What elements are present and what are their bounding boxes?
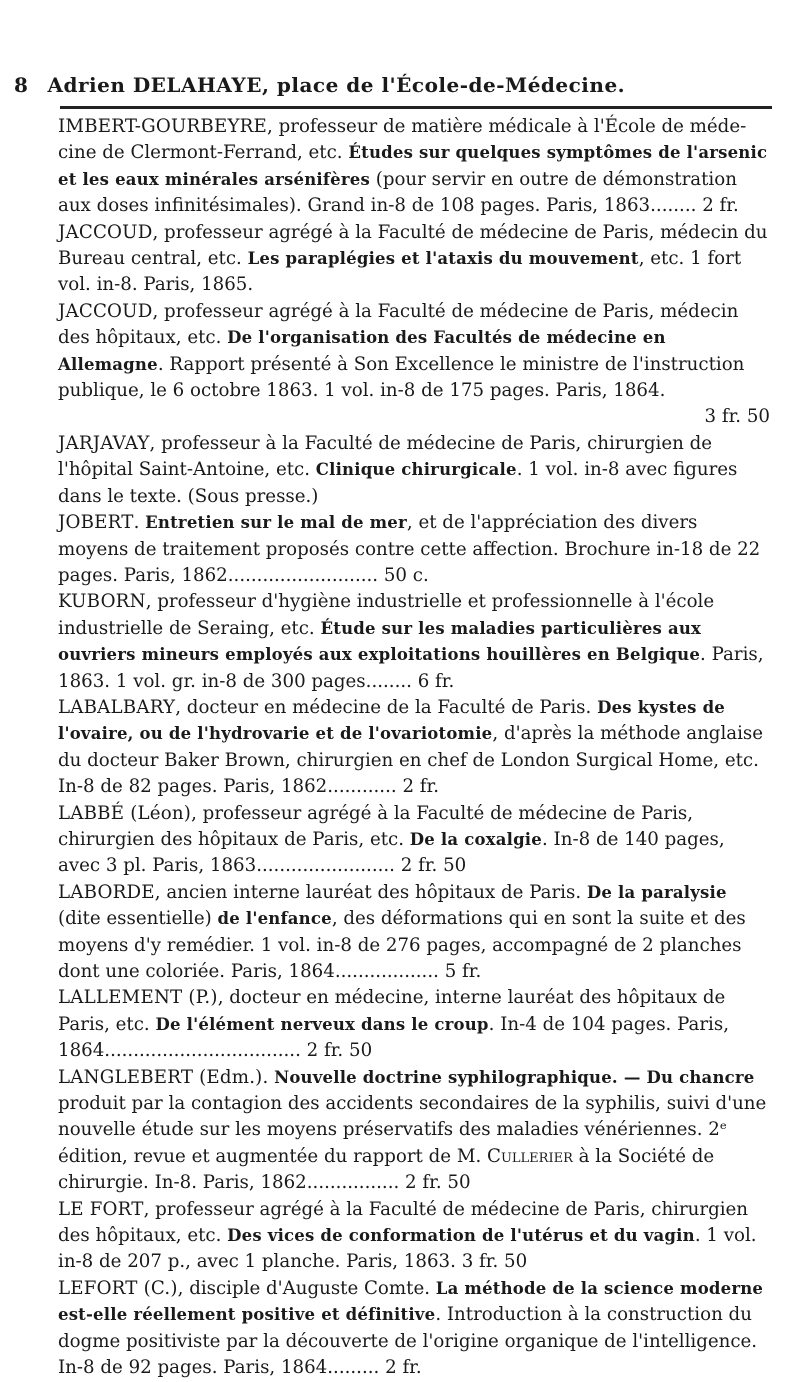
catalogue-entry: JOBERT. Entretien sur le mal de mer, et de l'appréciation des divers moyens de traitement proposés contre cette affection. Brochure in-18 de 22 pages. Paris, 1862.......................... 50 c.: [58, 512, 761, 586]
catalogue-entry: [58, 431, 770, 510]
entry-intro: , disciple d'Auguste Comte.: [177, 1277, 436, 1299]
entry-intro: , ancien interne lauréat des hôpitaux de Paris.: [154, 881, 587, 903]
catalogue-entry: LANGLEBERT (Edm.). Nouvelle doctrine syphilographique. — Du chancre produit par la contagion des accidents secondaires de la syphilis, suivi d'une nouvelle étude sur les moyens préservatifs des maladies vénériennes. 2ᵉ édition, revue et augmentée du rapport de M. Cullerier à la Société de chirurgie. In-8. Paris, 1862................ 2 fr. 50: [58, 1066, 767, 1194]
entry-details-b: à la Société de chirurgie. In-8. Paris, 1862: [58, 1145, 715, 1194]
entry-author: LEFORT (C.): [58, 1277, 178, 1299]
entry-intro: , docteur en médecine, interne lauréat des hôpitaux de Paris, etc.: [58, 987, 726, 1035]
entry-details: , d'après la méthode anglaise du docteur Baker Brown, chirurgien en chef de London Surgical Home, etc. In-8 de 82 pages. Paris, 1862: [58, 723, 764, 798]
entry-details: , des déformations qui en sont la suite et des moyens d'y remédier. 1 vol. in-8 de 276 pages, accompagné de 2 planches dont une coloriée. Paris, 1864: [58, 908, 746, 982]
entry-details: (pour servir en outre de démonstration aux doses infinitésimales). Grand in-8 de 108 pages. Paris, 1863: [58, 168, 737, 217]
entry-author: JARJAVAY: [58, 432, 150, 454]
entry-details: . In-4 de 104 pages. Paris, 1864: [58, 1013, 729, 1062]
catalogue-entry: LABALBARY, docteur en médecine de la Faculté de Paris. Des kystes de l'ovaire, ou de l'hydrovarie et de l'ovariotomie, d'après la méthode anglaise du docteur Baker Brown, chirurgien en chef de London Surgical Home, etc. In-8 de 82 pages. Paris, 1862............ 2 fr.: [58, 696, 764, 798]
catalogue-entry: LALLEMENT (P.), docteur en médecine, interne lauréat des hôpitaux de Paris, etc. De l'élément nerveux dans le croup. In-4 de 104 pages. Paris, 1864.................................. 2 fr. 50: [58, 987, 729, 1062]
entry-author: LANGLEBERT (Edm.): [58, 1066, 263, 1088]
entry-intro: , professeur agrégé à la Faculté de médecine de Paris, chirurgien des hôpitaux, etc.: [58, 1198, 749, 1247]
entry-details: . Rapport présenté à Son Excellence le ministre de l'instruction publique, le 6 octobre 1863. 1 vol. in-8 de 175 pages. Paris, 1864.: [58, 353, 745, 402]
entry-title: De la coxalgie: [409, 829, 542, 849]
entry-intro: , professeur agrégé à la Faculté de médecine de Paris, médecin du Bureau central, etc.: [58, 221, 768, 270]
entry-intro: , professeur à la Faculté de médecine de Paris, chirurgien de l'hôpital Saint-Antoine, etc.: [58, 432, 713, 481]
entry-author: LE FORT: [58, 1198, 144, 1220]
header-rule: [60, 106, 772, 109]
entry-details: , etc. 1 fort vol. in-8. Paris, 1865.: [58, 248, 742, 296]
entry-price: 2 fr.: [385, 1357, 422, 1379]
catalogue-entry: LEFORT (C.), disciple d'Auguste Comte. La méthode de la science moderne est-elle réellement positive et définitive. Introduction à la construction du dogme positiviste par la découverte de l'origine organique de l'intelligence. In-8 de 92 pages. Paris, 1864......... 2 fr.: [58, 1277, 764, 1379]
entry-title-b: de l'enfance: [217, 909, 332, 929]
entry-title: De l'organisation des Facultés de médecine en Allemagne: [58, 328, 666, 374]
entry-details: produit par la contagion des accidents secondaires de la syphilis, suivi d'une nouvelle étude sur les moyens préservatifs des maladies vénériennes. 2ᵉ édition, revue et augmentée du rapport de M.: [58, 1093, 767, 1167]
entry-author: JACCOUD: [58, 300, 153, 322]
catalogue-entry: [58, 299, 770, 431]
entry-title: Nouvelle doctrine syphilographique. — Du chancre: [274, 1067, 755, 1087]
catalogue-entry: LABORDE, ancien interne lauréat des hôpitaux de Paris. De la paralysie (dite essentielle) de l'enfance, des déformations qui en sont la suite et des moyens d'y remédier. 1 vol. in-8 de 276 pages, accompagné de 2 planches dont une coloriée. Paris, 1864.................. 5 fr.: [58, 881, 746, 982]
catalogue-entry: [58, 1197, 770, 1276]
entry-price: 3 fr. 50: [461, 1251, 528, 1273]
entry-title: Les paraplégies et l'ataxis du mouvement: [247, 249, 639, 269]
entry-price: 2 fr. 50: [405, 1172, 471, 1194]
entry-title: Études sur quelques symptômes de l'arsenic et les eaux minérales arsénifères: [58, 143, 768, 189]
catalogue-entry: [58, 220, 770, 299]
entry-details: . 1 vol. in-8 de 207 p., avec 1 planche. Paris, 1863.: [58, 1225, 757, 1273]
entry-author: LALLEMENT (P.): [58, 987, 218, 1009]
entry-price: 5 fr.: [444, 961, 482, 982]
entry-price: 3 fr. 50: [704, 406, 770, 428]
catalogue-entries: [58, 114, 770, 1382]
catalogue-entry: IMBERT-GOURBEYRE, professeur de matière médicale à l'École de médecine de Clermont-Ferrand, etc. Études sur quelques symptômes de l'arsenic et les eaux minérales arsénifères (pour servir en outre de démonstration aux doses infinitésimales). Grand in-8 de 108 pages. Paris, 1863........ 2 fr.: [58, 116, 768, 217]
page-number: 8: [14, 73, 29, 97]
entry-details: . Introduction à la construction du dogme positiviste par la découverte de l'origine organique de l'intelligence. In-8 de 92 pages. Paris, 1864: [58, 1304, 758, 1379]
entry-price: 2 fr. 50: [306, 1040, 373, 1062]
entry-details: . In-8 de 140 pages, avec 3 pl. Paris, 1863: [58, 828, 725, 877]
entry-title: Des vices de conformation de l'utérus et du vagin: [227, 1226, 695, 1246]
entry-details: . 1 vol. in-8 avec figures dans le texte. (Sous presse.): [58, 459, 738, 507]
entry-intro: , professeur d'hygiène industrielle et professionnelle à l'école industrielle de Seraing, etc.: [58, 591, 715, 639]
entry-title: De la paralysie: [586, 882, 727, 902]
entry-author: IMBERT-GOURBEYRE: [58, 116, 268, 137]
catalogue-entry: KUBORN, professeur d'hygiène industrielle et professionnelle à l'école industrielle de Seraing, etc. Étude sur les maladies particulières aux ouvriers mineurs employés aux exploitations houillères en Belgique. Paris, 1863. 1 vol. gr. in-8 de 300 pages........ 6 fr.: [58, 591, 764, 692]
entry-person-name: Cullerier: [487, 1145, 573, 1167]
entry-title: Des kystes de l'ovaire, ou de l'hydrovarie et de l'ovariotomie: [58, 697, 725, 744]
entry-intro: , docteur en médecine de la Faculté de Paris.: [175, 696, 598, 718]
entry-price: 2 fr. 50: [400, 855, 467, 877]
entry-title: Entretien sur le mal de mer: [145, 513, 407, 533]
entry-title: Clinique chirurgicale: [315, 460, 517, 480]
entry-author: JACCOUD: [58, 221, 153, 243]
entry-title: La méthode de la science moderne est-elle réellement positive et définitive: [58, 1278, 764, 1325]
catalogue-entry: LABBÉ (Léon), professeur agrégé à la Faculté de médecine de Paris, chirurgien des hôpitaux de Paris, etc. De la coxalgie. In-8 de 140 pages, avec 3 pl. Paris, 1863........................ 2 fr. 50: [58, 802, 725, 877]
entry-price: 2 fr.: [702, 195, 739, 217]
entry-intro: , professeur de matière médicale à l'École de médecine de Clermont-Ferrand, etc.: [58, 116, 747, 164]
running-head: [14, 73, 625, 97]
entry-author: LABORDE: [58, 881, 155, 903]
entry-author: LABBÉ (Léon): [58, 802, 192, 824]
entry-details: . Paris, 1863. 1 vol. gr. in-8 de 300 pages: [58, 644, 764, 692]
publisher-line: Adrien DELAHAYE, place de l'École-de-Médecine.: [47, 73, 626, 97]
entry-intro: , professeur agrégé à la Faculté de médecine de Paris, médecin des hôpitaux, etc.: [58, 300, 739, 349]
entry-price: 2 fr.: [402, 776, 439, 798]
entry-author: LABALBARY: [58, 696, 176, 718]
entry-author: JOBERT: [58, 512, 134, 534]
entry-intro: .: [133, 512, 146, 534]
entry-intro: , professeur agrégé à la Faculté de médecine de Paris, chirurgien des hôpitaux de Paris, etc.: [58, 802, 694, 850]
entry-details: , et de l'appréciation des divers moyens de traitement proposés contre cette affection. Brochure in-18 de 22 pages. Paris, 1862: [58, 512, 761, 586]
entry-author: KUBORN: [58, 591, 146, 613]
entry-title: Étude sur les maladies particulières aux ouvriers mineurs employés aux exploitations houillères en Belgique: [58, 618, 702, 665]
entry-price: 50 c.: [383, 564, 429, 586]
entry-title: De l'élément nerveux dans le croup: [155, 1014, 489, 1034]
entry-price: 6 fr.: [417, 670, 455, 692]
entry-details-a: (dite essentielle): [58, 908, 218, 930]
entry-intro: .: [262, 1066, 275, 1088]
